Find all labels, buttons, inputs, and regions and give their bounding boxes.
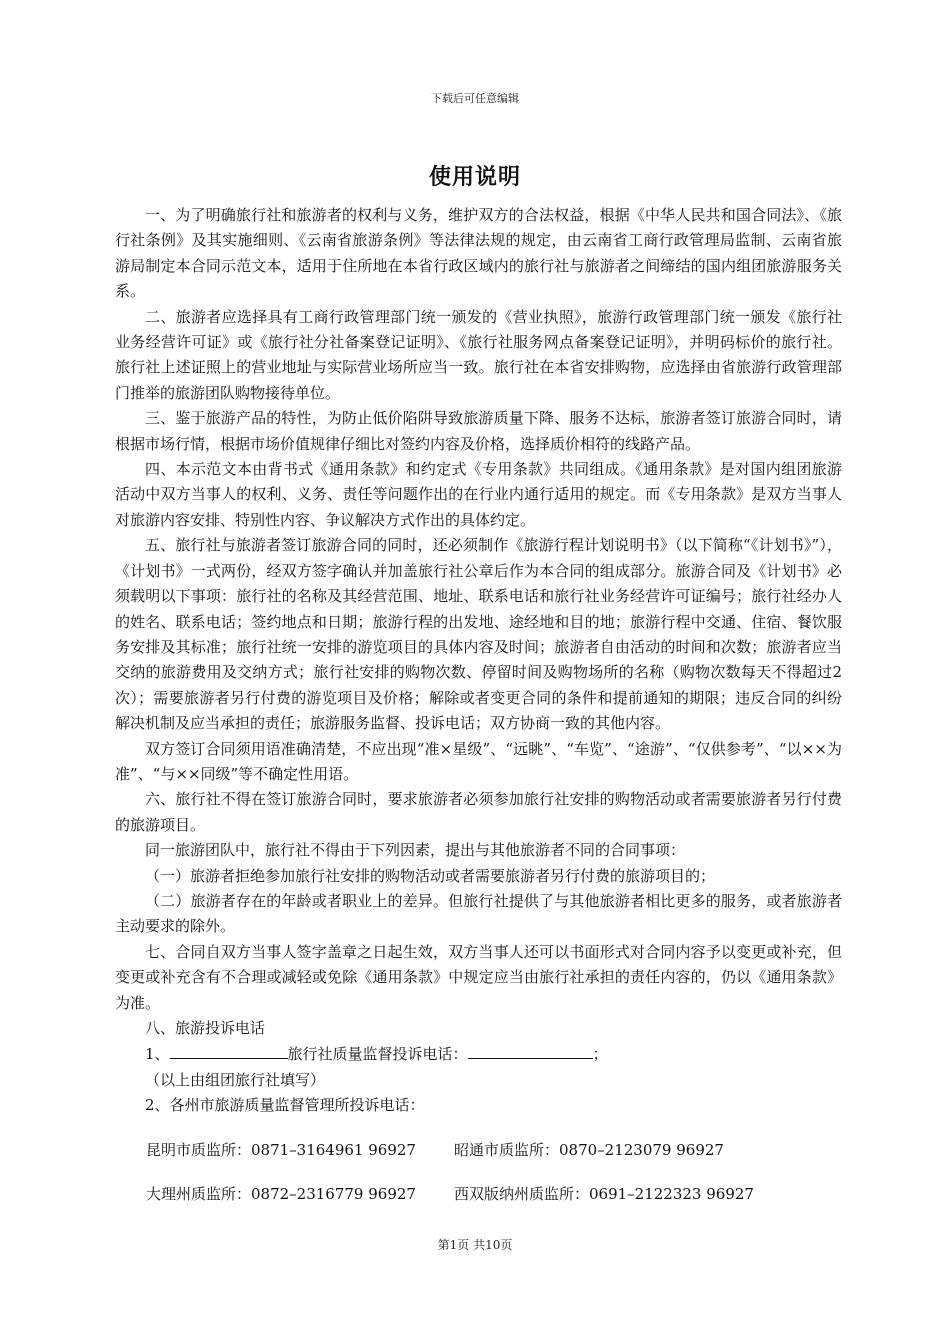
contact-dali: 大理州质监所：0872–2316779 96927 <box>146 1185 416 1203</box>
paragraph-10: （二）旅游者存在的年龄或者职业上的差异。但旅行社提供了与其他旅游者相比更多的服务，或者旅游者主动要求的除外。 <box>115 891 842 936</box>
complaint-phone-blank[interactable] <box>468 1041 593 1059</box>
paragraph-9: （一）旅游者拒绝参加旅行社安排的购物活动或者需要旅游者另行付费的旅游项目的； <box>145 866 716 885</box>
document-body <box>115 203 842 1119</box>
agency-name-blank[interactable] <box>170 1041 288 1059</box>
fill-note: （以上由组团旅行社填写） <box>145 1070 326 1089</box>
paragraph-2: 二、旅游者应选择具有工商行政管理部门统一颁发的《营业执照》，旅游行政管理部门统一颁发《旅行社业务经营许可证》或《旅行社分社备案登记证明》、《旅行社服务网点备案登记证明》，并明码标价的旅行社。旅行社上述证照上的营业地址与实际营业场所应当一致。旅行社在本省安排购物，应选择由省旅游行政管理部门推举的旅游团队购物接待单位。 <box>115 307 842 402</box>
paragraph-6: 双方签订合同须用语准确清楚，不应出现“准×星级”、“远眺”、“车览”、“途游”、“仅供参考”、“以××为准”、“与××同级”等不确定性用语。 <box>115 739 842 783</box>
contacts-row <box>146 1183 846 1227</box>
paragraph-4: 四、本示范文本由背书式《通用条款》和约定式《专用条款》共同组成。《通用条款》是对国内组团旅游活动中双方当事人的权利、义务、责任等问题作出的在行业内通行适用的规定。而《专用条款》是双方当事人对旅游内容安排、特别性内容、争议解决方式作出的具体约定。 <box>115 460 842 529</box>
paragraph-5: 五、旅行社与旅游者签订旅游合同的同时，还必须制作《旅游行程计划说明书》（以下简称“《计划书》”），《计划书》一式两份，经双方签字确认并加盖旅行社公章后作为本合同的组成部分。旅游合同及《计划书》必须载明以下事项：旅行社的名称及其经营范围、地址、联系电话和旅行社业务经营许可证编号；旅行社经办人的姓名、联系电话；签约地点和日期；旅游行程的出发地、途经地和目的地；旅游行程中交通、住宿、餐饮服务安排及其标准；旅行社统一安排的游览项目的具体内容及时间；旅游者自由活动的时间和次数；旅游者应当交纳的旅游费用及交纳方式；旅行社安排的购物次数、停留时间及购物场所的名称（购物次数每天不得超过2次）；需要旅游者另行付费的游览项目及价格；解除或者变更合同的条件和提前通知的期限；违反合同的纠纷解决机制及应当承担的责任；旅游服务监督、投诉电话；双方协商一致的其他内容。 <box>115 536 842 733</box>
paragraph-7: 六、旅行社不得在签订旅游合同时，要求旅游者必须参加旅行社安排的购物活动或者需要旅游者另行付费的旅游项目。 <box>115 790 842 834</box>
page-title: 使用说明 <box>428 165 521 190</box>
prefecture-heading: 2、各州市旅游质量监督管理所投诉电话： <box>145 1096 425 1115</box>
complaint-suffix: ； <box>592 1045 608 1064</box>
contact-zhaotong: 昭通市质监所：0870–2123079 96927 <box>454 1141 724 1159</box>
paragraph-11: 七、合同自双方当事人签字盖章之日起生效，双方当事人还可以书面形式对合同内容予以变更或补充，但变更或补充含有不合理或减轻或免除《通用条款》中规定应当由旅行社承担的责任内容的，仍以《通用条款》为准。 <box>115 942 842 1012</box>
paragraph-3: 三、鉴于旅游产品的特性，为防止低价陷阱导致旅游质量下降、服务不达标，旅游者签订旅游合同时，请根据市场行情，根据市场价值规律仔细比对签约内容及价格，选择质价相符的线路产品。 <box>115 409 842 453</box>
complaint-prefix: 1、 <box>145 1045 170 1064</box>
page-footer: 第1页 共10页 <box>437 1238 513 1252</box>
complaint-middle: 旅行社质量监督投诉电话： <box>287 1045 468 1064</box>
paragraph-8: 同一旅游团队中，旅行社不得由于下列因素，提出与其他旅游者不同的合同事项： <box>145 841 686 860</box>
paragraph-12: 八、旅游投诉电话 <box>145 1019 266 1037</box>
contact-xishuangbanna: 西双版纳州质监所：0691–2122323 96927 <box>454 1185 754 1203</box>
complaint-line <box>115 1041 842 1067</box>
contacts-list <box>146 1139 846 1227</box>
header-note: 下载后可任意编辑 <box>431 92 519 105</box>
paragraph-1: 一、为了明确旅行社和旅游者的权利与义务，维护双方的合法权益，根据《中华人民共和国合同法》、《旅行社条例》及其实施细则、《云南省旅游条例》等法律法规的规定，由云南省工商行政管理局监制、云南省旅游局制定本合同示范文本，适用于住所地在本省行政区域内的旅行社与旅游者之间缔结的国内组团旅游服务关系。 <box>115 206 842 301</box>
contacts-row <box>146 1139 846 1183</box>
contact-kunming: 昆明市质监所：0871–3164961 96927 <box>146 1141 416 1159</box>
